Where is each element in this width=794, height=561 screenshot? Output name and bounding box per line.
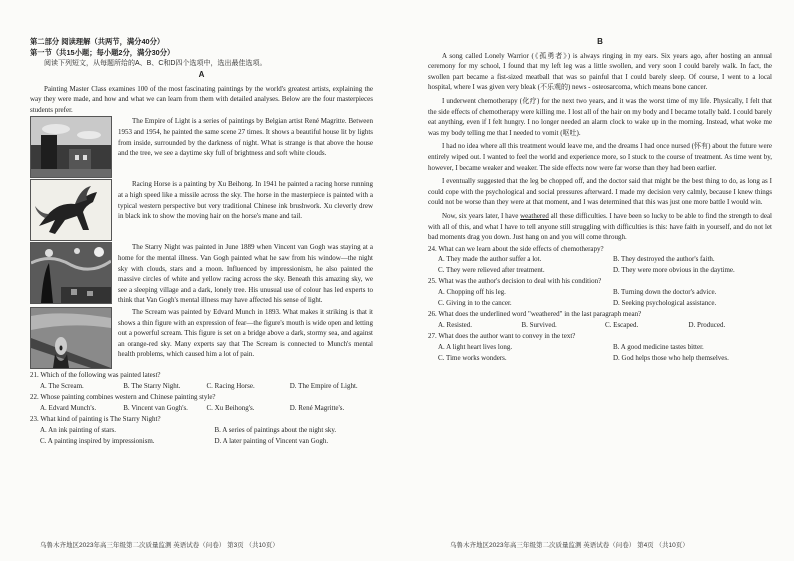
question-24-options	[428, 254, 772, 275]
option-21b[interactable]: B. The Starry Night.	[123, 381, 181, 390]
section-title: 第二部分 阅读理解（共两节，满分40分）	[30, 37, 165, 46]
question-21-stem: 21. Which of the following was painted latest?	[30, 370, 161, 379]
passage-b-paragraph-1: A song called Lonely Warrior (《孤勇者》) is always ringing in my ears. Six years ago, after hosting an annual ceremony for my school, I found that my left leg was a little swollen, and very soon I could barely walk. In fact, the swollen part became a fist-sized meatball that was so painful that I could barely sleep. Of course, I went to a local hospital, where I was given very bleak (不乐观的) news - osteosarcoma, which means bone cancer.	[428, 51, 772, 92]
option-23a[interactable]: A. An ink painting of stars.	[40, 425, 117, 434]
footer-page-3: 乌鲁木齐地区2023年高三年级第二次质量监测 英语试卷（问卷） 第3页 （共10页）	[40, 542, 279, 549]
question-23	[30, 414, 373, 446]
option-21d[interactable]: D. The Empire of Light.	[289, 381, 358, 390]
option-27d[interactable]: D. God helps those who help themselves.	[613, 353, 729, 362]
option-22c[interactable]: C. Xu Beihong's.	[206, 403, 255, 412]
instruction: 阅读下列短文，从每题所给的A、B、C和D四个选项中，选出最佳选项。	[44, 60, 267, 67]
option-23c[interactable]: C. A painting inspired by impressionism.	[40, 436, 155, 445]
the-scream-image	[30, 307, 112, 369]
question-24-stem: 24. What can we learn about the side effects of chemotherapy?	[428, 244, 604, 253]
option-26b[interactable]: B. Survived.	[521, 320, 557, 329]
subsection-title: 第一节（共15小题；每小题2分，满分30分）	[30, 48, 175, 57]
starry-night-image	[30, 242, 112, 304]
option-22b[interactable]: B. Vincent van Gogh's.	[123, 403, 188, 412]
question-22	[30, 392, 373, 413]
option-24b[interactable]: B. They destroyed the author's faith.	[613, 255, 715, 264]
question-27	[428, 331, 772, 363]
option-23b[interactable]: B. A series of paintings about the night sky.	[214, 425, 337, 434]
option-26c[interactable]: C. Escaped.	[605, 320, 639, 329]
question-26-stem: 26. What does the underlined word "weathered" in the last paragraph mean?	[428, 310, 642, 319]
question-24	[428, 244, 772, 276]
passage-a-intro: Painting Master Class examines 100 of the most fascinating paintings by the world's greatest artists, explaining the way they were made, and how and what we can learn from them with detailed analyses. Below are the four masterpieces students prefer.	[30, 84, 373, 114]
option-21a[interactable]: A. The Scream.	[40, 381, 84, 390]
question-21-options	[30, 381, 373, 392]
question-22-stem: 22. Whose painting combines western and Chinese painting style?	[30, 393, 216, 402]
right-column	[428, 36, 772, 363]
question-26	[428, 309, 772, 330]
question-25-options	[428, 287, 772, 308]
paragraph-starry-night: The Starry Night was painted in June 1889 when Vincent van Gogh was staying at a home for the mental illness. Van Gogh painted what he saw from his window—the night sky with clouds, stars and a moon. Influenced by impressionism, he also painted the massive circles of white and yellow racing across the sky. Beneath this amazing sky, we see a sleeping village and a dark, lonely tree. His unusual use of colour has led experts to think that Van Gogh's mental illness may have affected his sense of light.	[118, 243, 373, 305]
option-27c[interactable]: C. Time works wonders.	[438, 353, 507, 362]
question-26-options	[428, 320, 772, 331]
option-26d[interactable]: D. Produced.	[688, 320, 726, 329]
p5-part-a: Now, six years later, I have	[442, 211, 521, 220]
painting-block-racing-horse	[30, 179, 373, 241]
option-24d[interactable]: D. They were more obvious in the daytime.	[613, 265, 735, 274]
question-21	[30, 370, 373, 391]
painting-block-the-scream	[30, 307, 373, 369]
painting-block-empire-of-light	[30, 116, 373, 178]
option-25b[interactable]: B. Turning down the doctor's advice.	[613, 288, 717, 297]
passage-b-paragraph-2: I underwent chemotherapy (化疗) for the next two years, and it was the worst time of my life. Physically, I felt that the side effects of chemotherapy were killing me. I lost all of the hair on my body and I became totally bald. I could barely eat anything, even if I felt hungry. I no longer needed an alarm clock to wake up in the morning. Instead, what woke me was my body telling me that I needed to vomit (呕吐).	[428, 96, 772, 137]
option-25a[interactable]: A. Chopping off his leg.	[438, 288, 506, 297]
option-24a[interactable]: A. They made the author suffer a lot.	[438, 255, 542, 264]
question-23-stem: 23. What kind of painting is The Starry Night?	[30, 415, 161, 424]
footer-page-4: 乌鲁木齐地区2023年高三年级第二次质量监测 英语试卷（问卷） 第4页 （共10页）	[450, 542, 689, 549]
option-22d[interactable]: D. René Magritte's.	[289, 403, 345, 412]
passage-letter-a: A	[198, 70, 205, 79]
option-26a[interactable]: A. Resisted.	[438, 320, 473, 329]
underlined-word-weathered: weathered	[520, 211, 549, 220]
option-22a[interactable]: A. Edvard Munch's.	[40, 403, 97, 412]
option-21c[interactable]: C. Racing Horse.	[206, 381, 255, 390]
option-27b[interactable]: B. A good medicine tastes bitter.	[613, 343, 704, 352]
empire-of-light-image	[30, 116, 112, 178]
paragraph-empire-of-light: The Empire of Light is a series of paintings by Belgian artist René Magritte. Between 1953 and 1954, he painted the same scene 27 times. It shows a beautiful house lit by lights from inside, surrounded by the darkness of night. What is strange is that above the house and the tree, we see a daytime sky full of brightness and soft white clouds.	[118, 117, 373, 158]
racing-horse-image	[30, 179, 112, 241]
option-25c[interactable]: C. Giving in to the cancer.	[438, 298, 512, 307]
question-22-options	[30, 403, 373, 414]
question-25-stem: 25. What was the author's decision to deal with his condition?	[428, 277, 602, 286]
question-23-options	[30, 425, 373, 446]
question-25	[428, 276, 772, 308]
passage-b-paragraph-3: I had no idea where all this treatment would leave me, and the dreams I had once nursed (怀有) about the future were entirely wiped out. I wanted to feel the world and experience more, so I stuck to the course of treatment. As time went by, however, I became weaker and weaker. The side effects now were far worse than they had been earlier.	[428, 142, 772, 172]
question-27-options	[428, 342, 772, 363]
passage-letter-b: B	[597, 37, 603, 46]
option-24c[interactable]: C. They were relieved after treatment.	[438, 265, 545, 274]
painting-block-starry-night	[30, 242, 373, 306]
p5-part-b: all these difficulties. I have been so lucky to be able to find the strength to deal with all of this, and what I have to tell anyone still struggling with difficulties is this: have faith in yourself, and do not let bad moments drag you down. Just hang on and you will come through.	[428, 211, 773, 242]
option-25d[interactable]: D. Seeking psychological assistance.	[613, 298, 717, 307]
passage-b-paragraph-4: I eventually suggested that the leg be chopped off, and the doctor said that might be the best thing to do, as long as I could cope with the psychological and social pressures afterward. I made my decision very calmly, because I knew things could not be worse than they were at that moment, and I was determined that this was just one more battle I would win.	[428, 177, 772, 207]
option-27a[interactable]: A. A light heart lives long.	[438, 343, 513, 352]
question-27-stem: 27. What does the author want to convey in the text?	[428, 332, 576, 341]
paragraph-the-scream: The Scream was painted by Edvard Munch in 1893. What makes it striking is that it shows a thin figure with an expression of fear—the figure's mouth is wide open and letting out a powerful scream. This figure is set on a bridge above a dark, stormy sea, and against an orange-red sky. Many experts say that The Scream is connected to Munch's mental health problems, which caused him a lot of pain.	[118, 307, 373, 359]
passage-b-paragraph-5	[428, 211, 772, 243]
paragraph-racing-horse: Racing Horse is a painting by Xu Beihong. In 1941 he painted a racing horse running at a high speed like a missile across the sky. The horse in the masterpiece is painted with a typical western perspective but very traditional Chinese ink brushwork. Xu cleverly drew in black ink to show the moving hair on the horse's mane and tail.	[118, 180, 373, 221]
option-23d[interactable]: D. A later painting of Vincent van Gogh.	[214, 436, 329, 445]
left-column	[30, 36, 373, 446]
